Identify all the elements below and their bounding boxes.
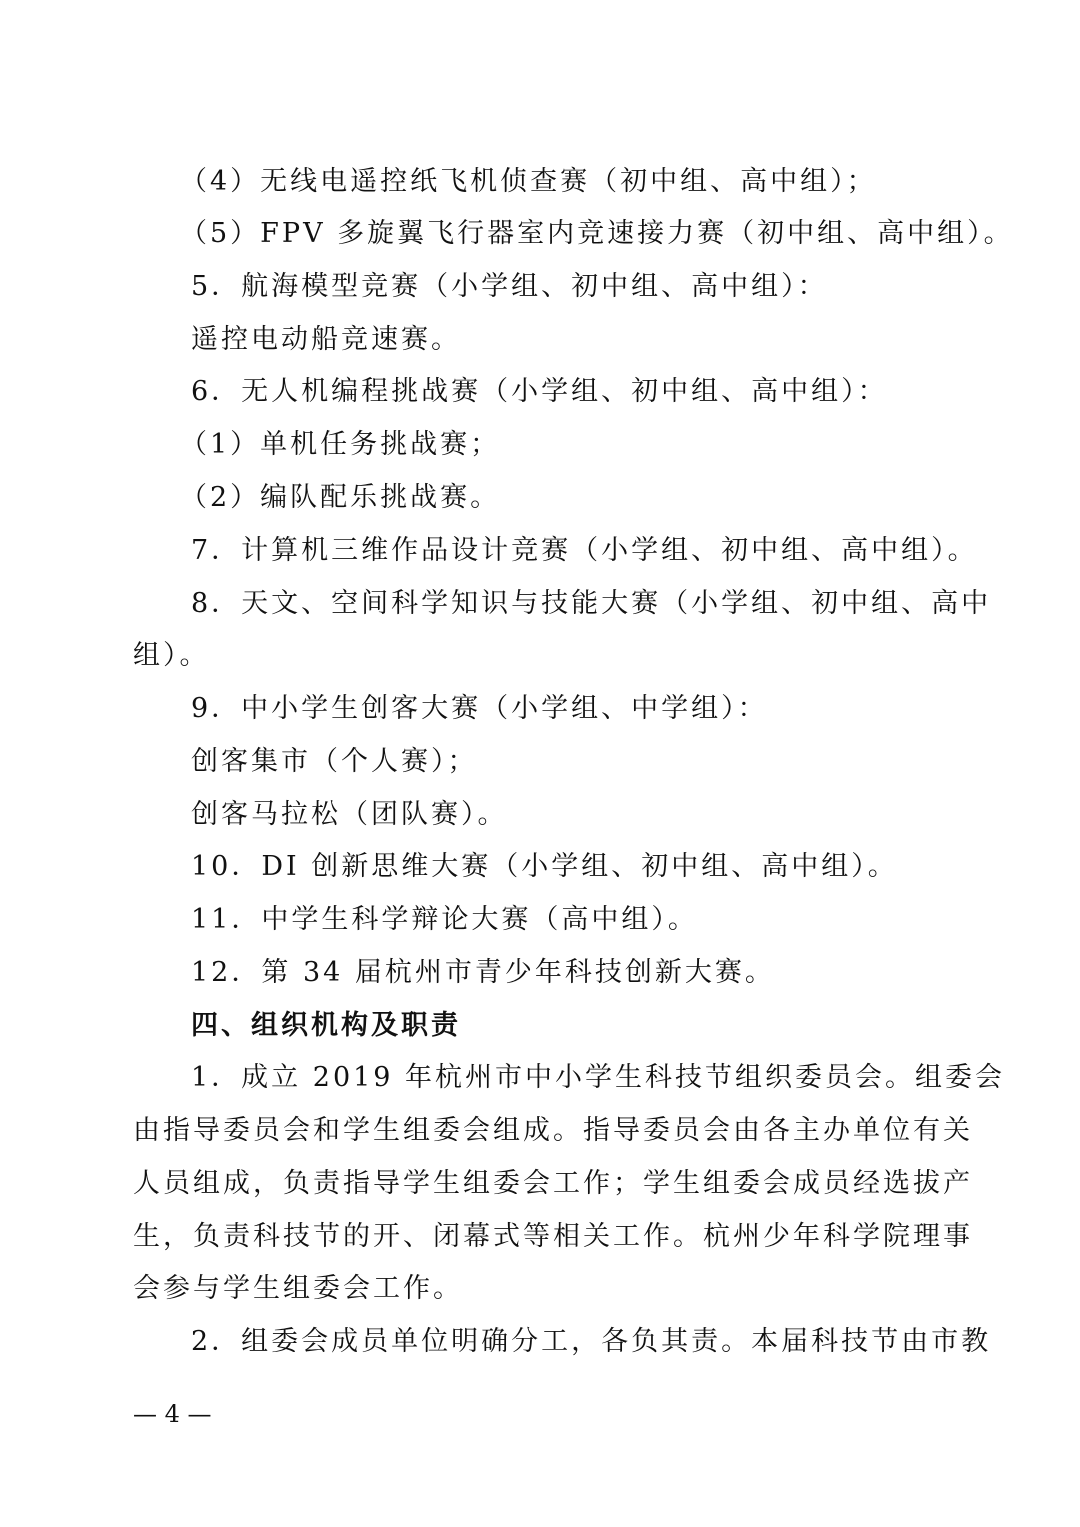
list-item: 遥控电动船竞速赛。 [191, 324, 461, 355]
list-item: 8．天文、空间科学知识与技能大赛（小学组、初中组、高中 [191, 588, 992, 619]
page-number: — 4 — [133, 1400, 212, 1428]
list-item: （4）无线电遥控纸飞机侦查赛（初中组、高中组）； [180, 166, 877, 197]
list-item: 11．中学生科学辩论大赛（高中组）。 [191, 904, 698, 935]
list-item: 创客马拉松（团队赛）。 [191, 799, 508, 830]
list-item-continuation: 组）。 [133, 640, 210, 671]
list-item: 9．中小学生创客大赛（小学组、中学组）： [191, 693, 768, 724]
list-item: （2）编队配乐挑战赛。 [180, 482, 501, 513]
paragraph-line: 人员组成，负责指导学生组委会工作；学生组委会成员经选拔产 [133, 1168, 973, 1199]
list-item: （1）单机任务挑战赛； [180, 429, 501, 460]
list-item: 12．第 34 届杭州市青少年科技创新大赛。 [191, 957, 775, 988]
paragraph-line: 由指导委员会和学生组委会组成。指导委员会由各主办单位有关 [133, 1115, 973, 1146]
paragraph-line: 会参与学生组委会工作。 [133, 1273, 463, 1304]
section-heading: 四、组织机构及职责 [191, 1010, 461, 1041]
list-item: 6．无人机编程挑战赛（小学组、初中组、高中组）： [191, 376, 888, 407]
paragraph-line: 1．成立 2019 年杭州市中小学生科技节组织委员会。组委会 [191, 1062, 1006, 1093]
paragraph-line: 2．组委会成员单位明确分工，各负其责。本届科技节由市教 [191, 1326, 992, 1357]
list-item: 创客集市（个人赛）； [191, 746, 478, 777]
paragraph-line: 生，负责科技节的开、闭幕式等相关工作。杭州少年科学院理事 [133, 1221, 973, 1252]
list-item: 10．DI 创新思维大赛（小学组、初中组、高中组）。 [191, 851, 898, 882]
list-item: 5．航海模型竞赛（小学组、初中组、高中组）： [191, 271, 828, 302]
list-item: 7．计算机三维作品设计竞赛（小学组、初中组、高中组）。 [191, 535, 978, 566]
list-item: （5）FPV 多旋翼飞行器室内竞速接力赛（初中组、高中组）。 [180, 218, 1014, 249]
